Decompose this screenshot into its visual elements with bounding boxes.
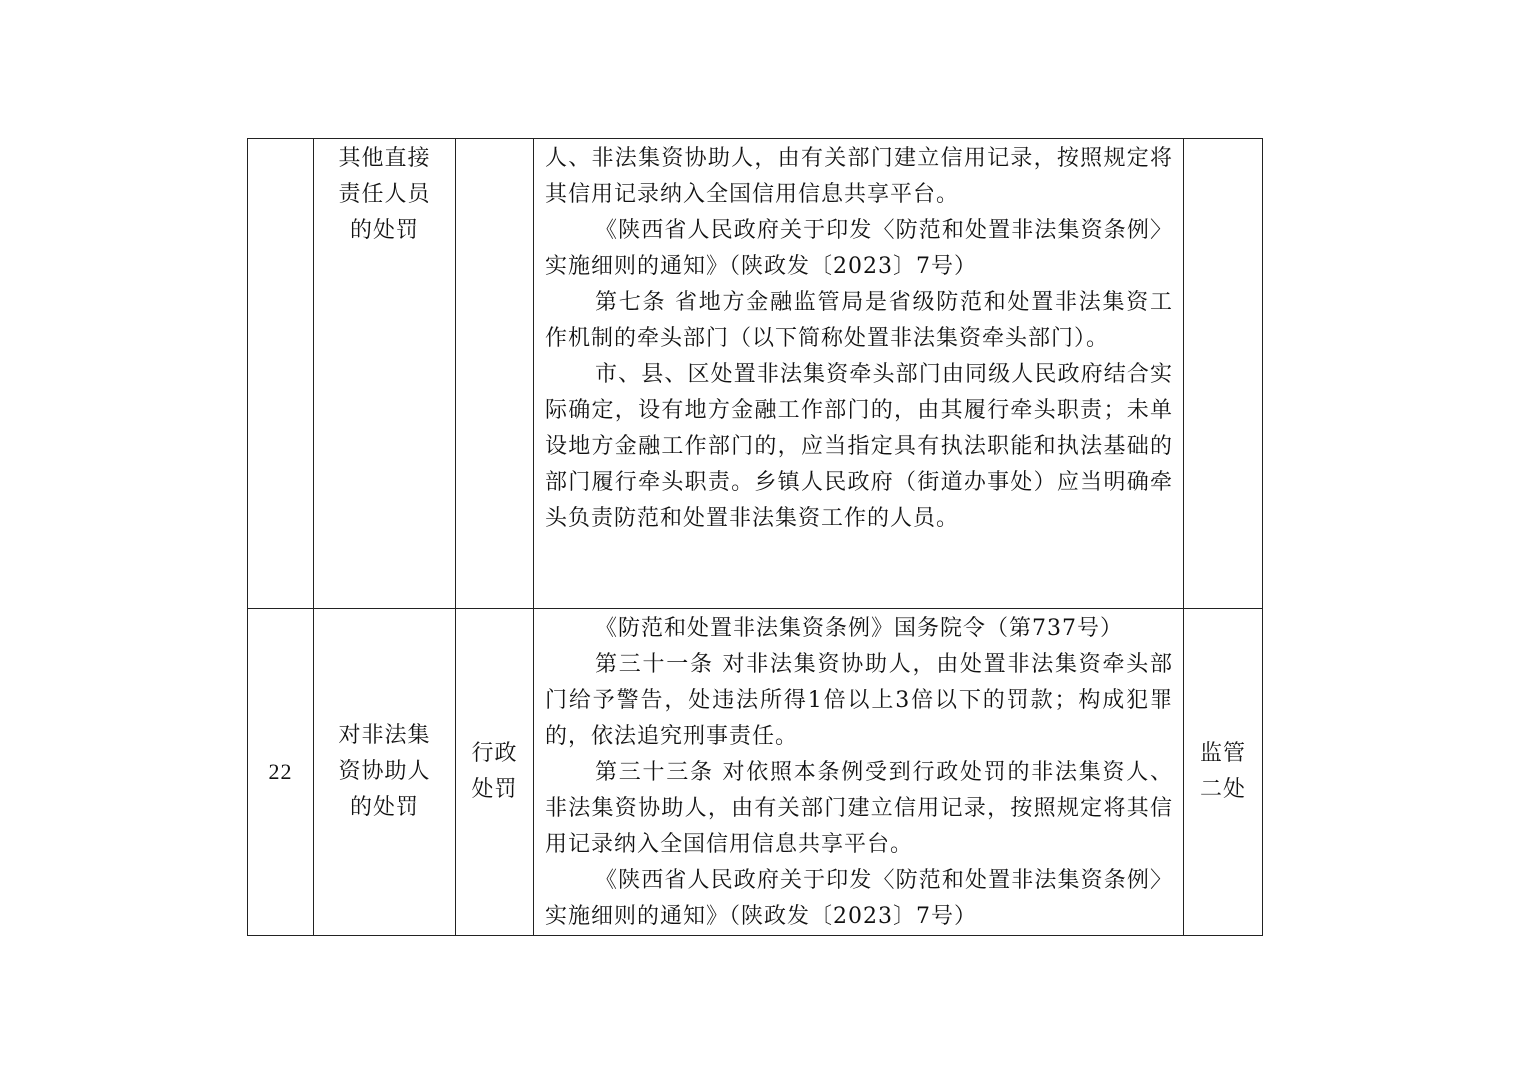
responsible-department <box>1198 736 1248 808</box>
basis-paragraph: 《陕西省人民政府关于印发〈防范和处置非法集资条例〉实施细则的通知》（陕政发〔2023〕7号） <box>545 218 1173 279</box>
item-name-line: 的处罚 <box>349 218 419 243</box>
department-line: 监管 <box>1199 741 1246 766</box>
department-line: 二处 <box>1199 777 1246 802</box>
table-row <box>248 609 1263 936</box>
table-row <box>248 139 1263 609</box>
item-type-line: 行政 <box>471 741 518 766</box>
row-number: 22 <box>268 759 293 784</box>
legal-basis-text <box>534 609 1183 935</box>
row-number-cell <box>248 609 314 936</box>
item-type <box>470 736 520 808</box>
item-name-line: 对非法集 <box>338 723 431 748</box>
item-name-line: 资协助人 <box>338 759 431 784</box>
item-name-cell <box>314 139 456 609</box>
item-type-cell <box>456 609 534 936</box>
legal-basis-cell <box>534 139 1184 609</box>
item-name <box>331 718 439 826</box>
department-cell <box>1184 139 1263 609</box>
item-name-line: 责任人员 <box>338 182 431 207</box>
item-name-cell <box>314 609 456 936</box>
item-type-cell <box>456 139 534 609</box>
basis-paragraph: 第三十三条 对依照本条例受到行政处罚的非法集资人、非法集资协助人，由有关部门建立信用记录，按照规定将其信用记录纳入全国信用信息共享平台。 <box>545 760 1173 857</box>
basis-paragraph: 人、非法集资协助人，由有关部门建立信用记录，按照规定将其信用记录纳入全国信用信息共享平台。 <box>545 146 1173 207</box>
basis-paragraph: 市、县、区处置非法集资牵头部门由同级人民政府结合实际确定，设有地方金融工作部门的，由其履行牵头职责；未单设地方金融工作部门的，应当指定具有执法职能和执法基础的部门履行牵头职责。乡镇人民政府（街道办事处）应当明确牵头负责防范和处置非法集资工作的人员。 <box>545 362 1173 531</box>
legal-basis-cell <box>534 609 1184 936</box>
item-name-line: 其他直接 <box>338 146 431 171</box>
row-number-cell <box>248 139 314 609</box>
basis-paragraph: 《防范和处置非法集资条例》国务院令（第737号） <box>595 616 1123 641</box>
item-type-line: 处罚 <box>471 777 518 802</box>
item-name <box>331 139 439 249</box>
penalty-items-table <box>247 138 1263 936</box>
item-name-line: 的处罚 <box>349 795 419 820</box>
legal-basis-text <box>534 139 1183 537</box>
basis-paragraph: 第三十一条 对非法集资协助人，由处置非法集资牵头部门给予警告，处违法所得1倍以上3倍以下的罚款；构成犯罪的，依法追究刑事责任。 <box>545 652 1173 749</box>
basis-paragraph: 第七条 省地方金融监管局是省级防范和处置非法集资工作机制的牵头部门（以下简称处置非法集资牵头部门）。 <box>545 290 1173 351</box>
department-cell <box>1184 609 1263 936</box>
basis-paragraph: 《陕西省人民政府关于印发〈防范和处置非法集资条例〉实施细则的通知》（陕政发〔2023〕7号） <box>545 868 1173 929</box>
